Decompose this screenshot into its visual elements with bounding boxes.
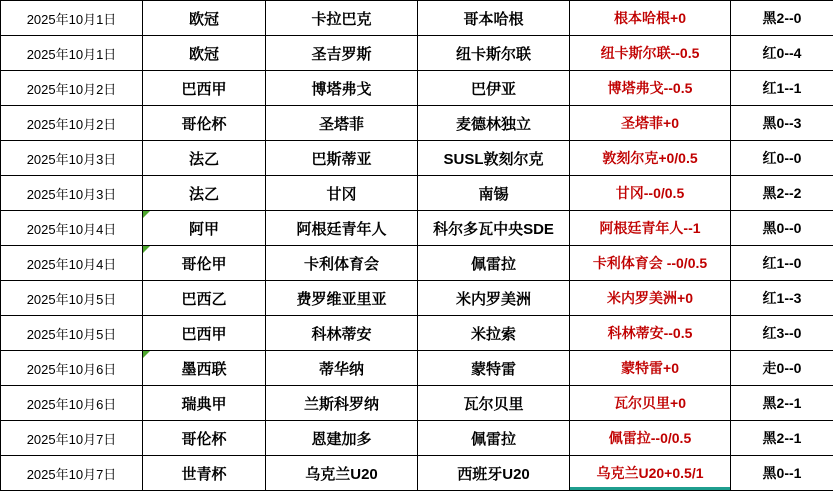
cell-away-team: 纽卡斯尔联 (418, 36, 570, 71)
cell-away-team: 巴伊亚 (418, 71, 570, 106)
table-row (1, 421, 833, 456)
cell-away-team: 瓦尔贝里 (418, 386, 570, 421)
cell-pick-odds: 瓦尔贝里+0 (570, 386, 731, 421)
cell-pick-odds: 博塔弗戈--0.5 (570, 71, 731, 106)
cell-away-team: 米拉索 (418, 316, 570, 351)
cell-home-team: 圣吉罗斯 (266, 36, 418, 71)
cell-date: 2025年10月4日 (1, 246, 143, 281)
cell-date: 2025年10月5日 (1, 281, 143, 316)
cell-league: 阿甲 (143, 211, 266, 246)
cell-league: 世青杯 (143, 456, 266, 491)
cell-date: 2025年10月2日 (1, 71, 143, 106)
cell-result: 红0--0 (731, 141, 833, 176)
cell-result: 红1--1 (731, 71, 833, 106)
cell-league: 法乙 (143, 141, 266, 176)
cell-result: 红0--4 (731, 36, 833, 71)
cell-result: 走0--0 (731, 351, 833, 386)
cell-pick-odds: 科林蒂安--0.5 (570, 316, 731, 351)
table-row (1, 71, 833, 106)
cell-away-team: 蒙特雷 (418, 351, 570, 386)
cell-league: 巴西甲 (143, 71, 266, 106)
cell-pick-odds: 卡利体育会 --0/0.5 (570, 246, 731, 281)
cell-league: 欧冠 (143, 36, 266, 71)
table-row (1, 456, 833, 491)
cell-pick-odds: 圣塔菲+0 (570, 106, 731, 141)
cell-home-team: 费罗维亚里亚 (266, 281, 418, 316)
cell-date: 2025年10月2日 (1, 106, 143, 141)
cell-result: 红1--3 (731, 281, 833, 316)
cell-pick-odds: 敦刻尔克+0/0.5 (570, 141, 731, 176)
cell-away-team: 麦德林独立 (418, 106, 570, 141)
cell-pick-odds: 甘冈--0/0.5 (570, 176, 731, 211)
cell-home-team: 蒂华纳 (266, 351, 418, 386)
cell-home-team: 圣塔菲 (266, 106, 418, 141)
cell-date: 2025年10月3日 (1, 176, 143, 211)
cell-away-team: 科尔多瓦中央SDE (418, 211, 570, 246)
cell-home-team: 乌克兰U20 (266, 456, 418, 491)
cell-date: 2025年10月4日 (1, 211, 143, 246)
cell-away-team: 西班牙U20 (418, 456, 570, 491)
cell-league: 法乙 (143, 176, 266, 211)
table-row (1, 316, 833, 351)
cell-date: 2025年10月1日 (1, 1, 143, 36)
cell-date: 2025年10月7日 (1, 456, 143, 491)
cell-result: 黑0--3 (731, 106, 833, 141)
table-row (1, 176, 833, 211)
cell-league: 巴西甲 (143, 316, 266, 351)
cell-league: 巴西乙 (143, 281, 266, 316)
cell-pick-odds: 纽卡斯尔联--0.5 (570, 36, 731, 71)
cell-result: 红1--0 (731, 246, 833, 281)
cell-result: 黑0--0 (731, 211, 833, 246)
cell-date: 2025年10月6日 (1, 386, 143, 421)
cell-date: 2025年10月7日 (1, 421, 143, 456)
cell-away-team: SUSL敦刻尔克 (418, 141, 570, 176)
cell-home-team: 卡利体育会 (266, 246, 418, 281)
cell-pick-odds: 根本哈根+0 (570, 1, 731, 36)
cell-result: 黑2--2 (731, 176, 833, 211)
cell-home-team: 恩建加多 (266, 421, 418, 456)
table-row (1, 106, 833, 141)
cell-away-team: 佩雷拉 (418, 421, 570, 456)
cell-league: 哥伦杯 (143, 106, 266, 141)
cell-date: 2025年10月6日 (1, 351, 143, 386)
cell-league: 瑞典甲 (143, 386, 266, 421)
cell-league: 哥伦甲 (143, 246, 266, 281)
cell-pick-odds: 米内罗美洲+0 (570, 281, 731, 316)
table-row (1, 386, 833, 421)
cell-away-team: 南锡 (418, 176, 570, 211)
table-row (1, 141, 833, 176)
table-row (1, 281, 833, 316)
cell-league: 墨西联 (143, 351, 266, 386)
cell-home-team: 巴斯蒂亚 (266, 141, 418, 176)
table-row (1, 351, 833, 386)
cell-home-team: 兰斯科罗纳 (266, 386, 418, 421)
cell-home-team: 卡拉巴克 (266, 1, 418, 36)
cell-away-team: 米内罗美洲 (418, 281, 570, 316)
cell-date: 2025年10月1日 (1, 36, 143, 71)
table-row (1, 246, 833, 281)
table-row (1, 36, 833, 71)
cell-league: 欧冠 (143, 1, 266, 36)
cell-league: 哥伦杯 (143, 421, 266, 456)
cell-away-team: 佩雷拉 (418, 246, 570, 281)
cell-home-team: 博塔弗戈 (266, 71, 418, 106)
table-body (1, 1, 833, 491)
cell-date: 2025年10月5日 (1, 316, 143, 351)
cell-home-team: 科林蒂安 (266, 316, 418, 351)
cell-home-team: 阿根廷青年人 (266, 211, 418, 246)
cell-pick-odds: 佩雷拉--0/0.5 (570, 421, 731, 456)
cell-result: 黑2--1 (731, 386, 833, 421)
cell-result: 黑0--1 (731, 456, 833, 491)
cell-result: 黑2--1 (731, 421, 833, 456)
cell-pick-odds: 阿根廷青年人--1 (570, 211, 731, 246)
cell-pick-odds: 蒙特雷+0 (570, 351, 731, 386)
cell-date: 2025年10月3日 (1, 141, 143, 176)
cell-pick-odds: 乌克兰U20+0.5/1 (570, 456, 731, 491)
cell-result: 黑2--0 (731, 1, 833, 36)
table-row (1, 1, 833, 36)
table-row (1, 211, 833, 246)
cell-result: 红3--0 (731, 316, 833, 351)
cell-away-team: 哥本哈根 (418, 1, 570, 36)
cell-home-team: 甘冈 (266, 176, 418, 211)
